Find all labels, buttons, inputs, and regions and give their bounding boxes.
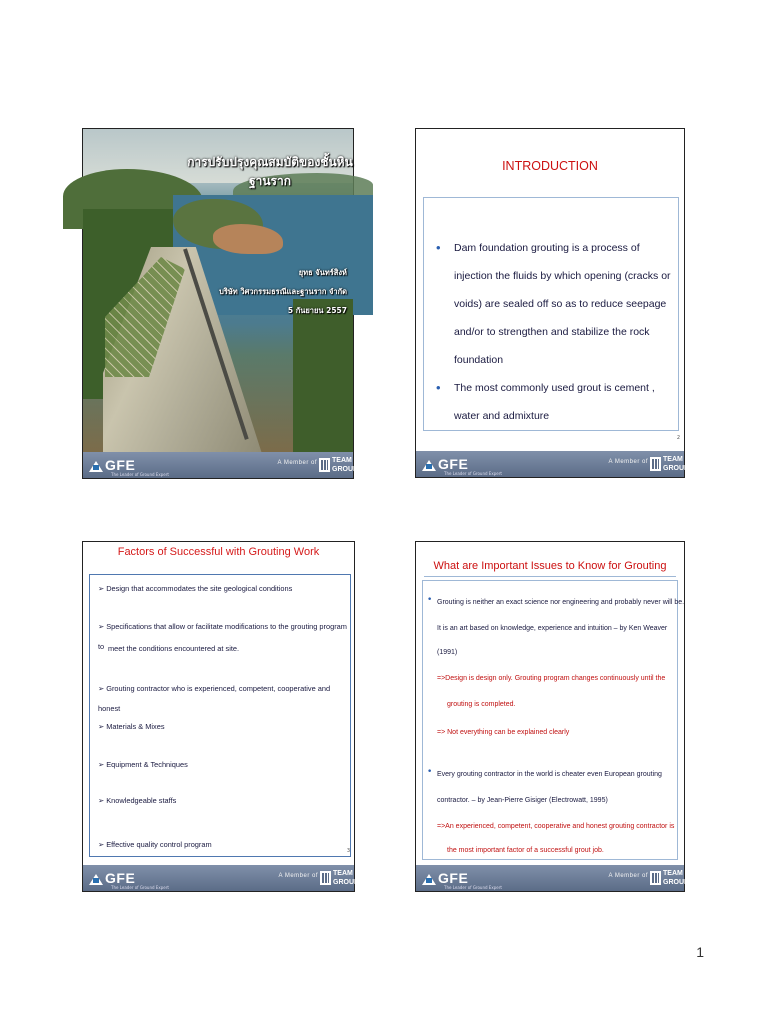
arrow-bullet-icon: ➢ <box>98 840 105 849</box>
slide-4-line: Every grouting contractor in the world is cheater even European grouting <box>437 771 662 778</box>
slide-4-line: (1991) <box>437 649 458 656</box>
slide-4-line: Grouting is neither an exact science nor engineering and probably never will be. <box>437 599 685 606</box>
slide-2-content-box <box>423 197 679 431</box>
gfe-logo: GFE The Leader of Ground Expert <box>422 454 468 474</box>
slide-footer <box>83 452 358 478</box>
gfe-logo-icon <box>422 457 436 471</box>
slide-3-item: ➢ Design that accommodates the site geological conditions <box>98 584 293 593</box>
slide-3-page-number: 3 <box>346 848 350 854</box>
slide-2-page-number: 2 <box>676 435 680 441</box>
slide-3 <box>82 541 359 892</box>
arrow-bullet-icon: ➢ <box>98 760 105 769</box>
slide-4-line: =>Design is design only. Grouting program changes continuously until the <box>437 675 666 682</box>
slide-3-content-box <box>89 574 351 857</box>
team-group-icon <box>320 871 331 885</box>
gfe-logo: GFE The Leader of Ground Expert <box>89 455 135 475</box>
slide-3-item: ➢ Equipment & Techniques <box>98 760 188 769</box>
team-group-logo: TEAM GROUP <box>320 868 350 888</box>
bullet-icon: • <box>427 595 433 605</box>
gfe-logo: GFE The Leader of Ground Expert <box>422 868 468 888</box>
bullet-icon: • <box>427 767 433 777</box>
slide-4-line: => Not everything can be explained clearly <box>437 729 570 736</box>
slide-1-title: การปรับปรุงคุณสมบัติของชั้นหินฐานราก <box>187 155 353 188</box>
gfe-logo-icon <box>422 871 436 885</box>
arrow-bullet-icon: ➢ <box>98 684 105 693</box>
page-number: 1 <box>696 944 704 960</box>
slide-3-item: ➢ Grouting contractor who is experienced, competent, cooperative and honest <box>98 684 331 713</box>
team-group-icon <box>650 871 661 885</box>
slide-4-line: =>An experienced, competent, cooperative and honest grouting contractor is <box>437 823 675 830</box>
slide-4-line: the most important factor of a successful grout job. <box>447 847 604 854</box>
member-text: A Member of <box>277 460 317 466</box>
slide-2-title: INTRODUCTION <box>502 159 598 173</box>
member-text: A Member of <box>608 873 648 879</box>
dam-photo <box>83 129 353 452</box>
slide-3-title: Factors of Successful with Grouting Work <box>117 546 320 558</box>
team-group-logo: TEAM GROUP <box>650 454 680 474</box>
member-text: A Member of <box>278 873 318 879</box>
slide-3-item: ➢ Knowledgeable staffs <box>98 796 177 805</box>
slide-footer <box>83 865 359 891</box>
slide-3-item: ➢ Specifications that allow or facilitate modifications to the grouting program to <box>98 622 347 651</box>
slide-4-line: It is an art based on knowledge, experience and intuition – by Ken Weaver <box>437 625 668 632</box>
team-group-logo: TEAM GROUP <box>319 455 349 475</box>
slide-2 <box>415 128 689 478</box>
gfe-logo-icon <box>89 458 103 472</box>
team-group-icon <box>650 457 661 471</box>
slide-1-author-block <box>219 263 347 320</box>
slide-4-line: contractor. – by Jean-Pierre Gisiger (Electrowatt, 1995) <box>437 797 608 804</box>
slide-4 <box>415 541 689 892</box>
slide-4-title: What are Important Issues to Know for Grouting <box>424 560 676 577</box>
arrow-bullet-icon: ➢ <box>98 796 105 805</box>
team-group-logo: TEAM GROUP <box>650 868 680 888</box>
slide-footer <box>416 865 689 891</box>
slide-3-item: ➢ Effective quality control program <box>98 840 212 849</box>
slide-1 <box>82 128 358 479</box>
arrow-bullet-icon: ➢ <box>98 622 105 631</box>
slide-2-bullet: • Dam foundation grouting is a process of injection the fluids by which opening (cracks or voids) are sealed off so as to reduce seepage and/or to strengthen and stabilize the rock foundation <box>436 234 676 374</box>
gfe-logo-icon <box>89 871 103 885</box>
slide-footer <box>416 451 689 477</box>
arrow-bullet-icon: ➢ <box>98 584 105 593</box>
slide-2-bullet: • The most commonly used grout is cement , water and admixture <box>436 374 676 430</box>
slide-1-company: บริษัท วิศวกรรมธรณีและฐานราก จำกัด <box>219 287 347 296</box>
slide-3-item-continuation: meet the conditions encountered at site. <box>108 644 240 653</box>
slide-1-date: 5 กันยายน 2557 <box>287 306 347 315</box>
slide-4-line: grouting is completed. <box>447 701 516 708</box>
member-text: A Member of <box>608 459 648 465</box>
team-group-icon <box>319 458 330 472</box>
arrow-bullet-icon: ➢ <box>98 722 105 731</box>
slide-4-content-box <box>422 580 685 860</box>
slide-3-item: ➢ Materials & Mixes <box>98 722 165 731</box>
gfe-logo: GFE The Leader of Ground Expert <box>89 868 135 888</box>
slide-1-author: ยุทธ จันทร์สิงห์ <box>298 268 347 277</box>
